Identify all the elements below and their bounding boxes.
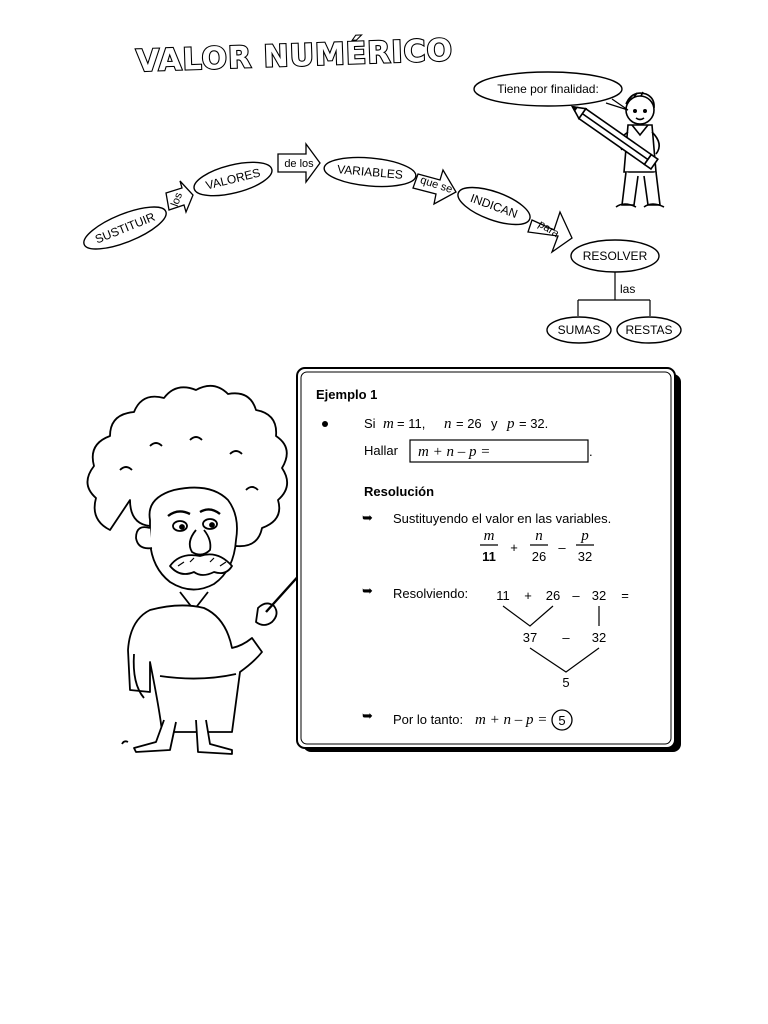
given-m-var: m — [383, 416, 394, 432]
node-sustituir-label: SUSTITUIR — [93, 209, 157, 247]
node-restas-label: RESTAS — [625, 323, 673, 337]
node-variables — [323, 154, 417, 190]
sub-11: 11 — [482, 549, 496, 564]
node-restas — [617, 317, 681, 343]
sub-26: 26 — [531, 549, 547, 564]
hallar-label: Hallar — [364, 443, 398, 458]
step1-text: Sustituyendo el valor en las variables. — [393, 511, 612, 526]
boy-illustration — [569, 92, 664, 207]
res-11: 11 — [496, 588, 510, 603]
given-n-value: = 26 — [456, 416, 482, 431]
given-p-value: = 32. — [519, 416, 549, 431]
step3-arrow-icon: ➥ — [362, 708, 373, 723]
res-32: 32 — [591, 588, 607, 603]
arrow-que-se-label: que se — [418, 174, 454, 196]
res-plus: + — [524, 588, 532, 603]
sub-plus: + — [510, 540, 518, 555]
arrow-los-label: los — [169, 190, 186, 209]
arrow-de-los-label: de los — [284, 158, 314, 170]
node-indican-label: INDICAN — [468, 190, 520, 222]
sub-32: 32 — [577, 549, 593, 564]
res-equals: = — [621, 588, 629, 603]
final-answer: 5 — [558, 713, 566, 728]
res-37: 37 — [522, 630, 538, 645]
speech-bubble — [474, 72, 628, 110]
given-p-var: p — [507, 416, 515, 432]
res-26: 26 — [545, 588, 561, 603]
given-y: y — [491, 416, 498, 431]
resolucion-heading: Resolución — [364, 484, 435, 499]
node-resolver — [571, 240, 659, 272]
concept-flow — [79, 144, 681, 343]
given-m-value: = 11, — [397, 416, 426, 431]
node-sumas-label: SUMAS — [557, 323, 601, 337]
node-valores-label: VALORES — [204, 165, 262, 193]
arrow-de-los — [278, 144, 320, 182]
node-sumas — [547, 317, 611, 343]
title-banner — [135, 32, 453, 79]
sub-p: p — [581, 528, 589, 544]
hallar-expression: m + n – p = — [418, 444, 491, 460]
res-5: 5 — [562, 675, 570, 690]
bullet-dot — [322, 421, 328, 427]
sub-n: n — [535, 528, 543, 544]
step2-text: Resolviendo: — [393, 586, 469, 601]
tree-las-label: las — [620, 282, 636, 296]
professor-illustration — [87, 386, 320, 754]
final-expression: m + n – p = — [475, 712, 548, 728]
sub-m: m — [483, 528, 495, 544]
res-32-b: 32 — [591, 630, 607, 645]
page-title: VALOR NUMÉRICO — [135, 33, 454, 80]
arrow-que-se — [413, 170, 456, 204]
example-panel — [297, 368, 681, 752]
arrow-para-label: para — [536, 218, 562, 241]
example-heading: Ejemplo 1 — [316, 387, 378, 402]
node-variables-label: VARIABLES — [336, 162, 404, 182]
arrow-para — [528, 212, 572, 252]
hallar-dot: . — [589, 444, 593, 459]
step2-arrow-icon: ➥ — [362, 583, 373, 598]
step3-text: Por lo tanto: — [393, 712, 464, 727]
sub-minus: – — [558, 540, 566, 555]
res-minus-2: – — [562, 630, 570, 645]
arrow-los — [166, 181, 193, 212]
step1-arrow-icon: ➥ — [362, 510, 373, 525]
given-n-var: n — [444, 416, 452, 432]
tree-connector — [578, 272, 650, 316]
given-si: Si — [364, 416, 376, 431]
node-indican — [454, 180, 535, 232]
res-minus: – — [572, 588, 580, 603]
node-resolver-label: RESOLVER — [582, 249, 648, 263]
node-valores — [191, 156, 275, 203]
node-sustituir — [79, 199, 171, 258]
speech-bubble-text: Tiene por finalidad: — [497, 82, 599, 96]
